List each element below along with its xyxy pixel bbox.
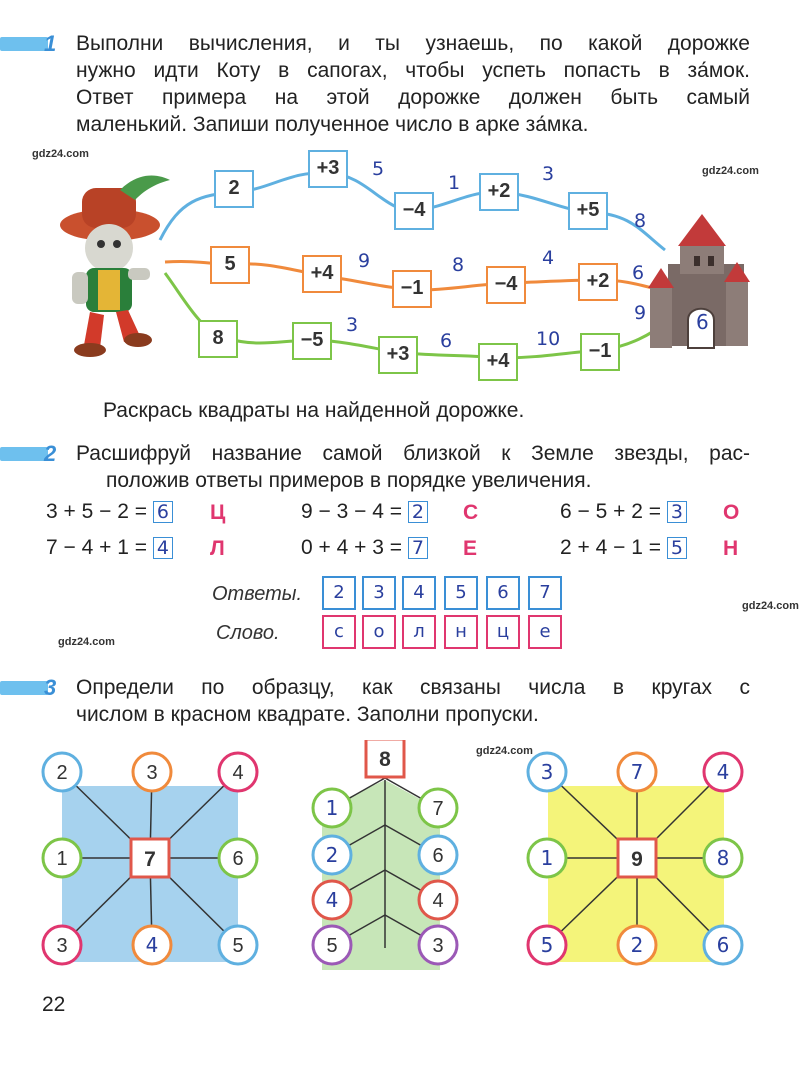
circle-number: 6 (232, 848, 244, 870)
equation-answer-box[interactable]: 5 (667, 537, 687, 559)
path-box[interactable]: +4 (478, 343, 518, 381)
circle-number: 3 (56, 935, 68, 957)
task1-line: Ответ примера на этой дорожке должен быть самый (76, 86, 750, 109)
answer-cell[interactable]: 7 (528, 576, 562, 610)
puss-in-boots-illustration (60, 176, 170, 357)
equation (560, 500, 687, 524)
path-answer: 10 (536, 328, 561, 350)
path-answer: 9 (634, 302, 647, 324)
answer-cell[interactable]: 5 (444, 576, 478, 610)
task3-figures (0, 740, 800, 980)
circle-number: 2 (630, 933, 644, 957)
circle-number: 1 (540, 846, 554, 870)
task3-line: Определи по образцу, как связаны числа в кругах с (76, 676, 750, 699)
equation-letter: Л (210, 537, 225, 560)
circle-number: 6 (716, 933, 730, 957)
equation-answer-box[interactable]: 4 (153, 537, 173, 559)
equation (301, 500, 428, 524)
path-box[interactable]: +5 (568, 192, 608, 230)
task2-line: Расшифруй название самой близкой к Земле звезды, рас- (76, 442, 750, 465)
circle-number: 7 (432, 798, 444, 820)
center-number: 7 (144, 848, 156, 871)
path-answer: 6 (632, 262, 645, 284)
word-cell[interactable]: о (362, 615, 396, 649)
task1-text (76, 30, 750, 138)
equation-expression: 9 − 3 − 4 = (301, 500, 403, 523)
circle-number: 4 (145, 933, 159, 957)
path-box[interactable]: −4 (394, 192, 434, 230)
path-box[interactable]: +2 (479, 173, 519, 211)
task1-number: 1 (44, 31, 57, 56)
path-box[interactable]: +2 (578, 263, 618, 301)
task1-tab-bar (0, 37, 48, 51)
equation (301, 536, 428, 560)
watermark: gdz24.com (476, 745, 533, 757)
page-number: 22 (42, 993, 66, 1016)
circle-number: 5 (540, 933, 554, 957)
equation-answer-box[interactable]: 7 (408, 537, 428, 559)
circle-number: 3 (432, 935, 444, 957)
word-cell[interactable]: ц (486, 615, 520, 649)
circle-number: 6 (432, 845, 444, 867)
equation-answer-box[interactable]: 2 (408, 501, 428, 523)
equation (46, 536, 173, 560)
equation-letter: О (723, 501, 740, 524)
answers-label: Ответы. (212, 583, 303, 605)
path-box[interactable]: −1 (392, 270, 432, 308)
equation-expression: 0 + 4 + 3 = (301, 536, 403, 559)
path-box[interactable]: +3 (378, 336, 418, 374)
circle-number: 3 (146, 762, 158, 784)
path-box[interactable]: −1 (580, 333, 620, 371)
circle-number: 2 (325, 843, 339, 867)
circle-number: 4 (325, 888, 339, 912)
task3-tab-bar (0, 681, 48, 695)
circle-number: 1 (325, 796, 339, 820)
path-answer: 1 (448, 172, 461, 194)
circle-number: 4 (432, 890, 444, 912)
equation-answer-box[interactable]: 6 (153, 501, 173, 523)
word-cell[interactable]: с (322, 615, 356, 649)
path-box[interactable]: −4 (486, 266, 526, 304)
circle-number: 5 (326, 935, 338, 957)
circle-number: 8 (716, 846, 730, 870)
task3-line: числом в красном квадрате. Заполни пропуски. (76, 703, 539, 726)
answer-cell[interactable]: 3 (362, 576, 396, 610)
word-label: Слово. (216, 622, 280, 644)
equation (46, 500, 173, 524)
answer-cell[interactable]: 6 (486, 576, 520, 610)
path-answer: 8 (452, 254, 465, 276)
task3-number: 3 (44, 675, 57, 700)
watermark: gdz24.com (32, 148, 89, 160)
task1-line: нужно идти Коту в сапогах, чтобы успеть попасть в за́мок. (76, 59, 750, 82)
circle-number: 4 (716, 760, 730, 784)
circle-number: 2 (56, 762, 68, 784)
equation-letter: Н (723, 537, 739, 560)
equation-expression: 2 + 4 − 1 = (560, 536, 662, 559)
path-box[interactable]: −5 (292, 322, 332, 360)
path-answer: 3 (346, 314, 359, 336)
path-box[interactable]: +3 (308, 150, 348, 188)
castle-answer: 6 (696, 310, 709, 334)
path-answer: 6 (440, 330, 453, 352)
path-box[interactable]: +4 (302, 255, 342, 293)
path-box[interactable]: 5 (210, 246, 250, 284)
equation-answer-box[interactable]: 3 (667, 501, 687, 523)
path-answer: 9 (358, 250, 371, 272)
equation-letter: Ц (210, 501, 226, 524)
path-answer: 5 (372, 158, 385, 180)
word-cell[interactable]: л (402, 615, 436, 649)
watermark: gdz24.com (742, 600, 799, 612)
answer-cell[interactable]: 4 (402, 576, 436, 610)
equation-letter: Е (463, 537, 478, 560)
watermark: gdz24.com (58, 636, 115, 648)
path-box[interactable]: 8 (198, 320, 238, 358)
answer-cell[interactable]: 2 (322, 576, 356, 610)
center-number: 9 (631, 848, 643, 871)
watermark: gdz24.com (702, 165, 759, 177)
task2-tab-bar (0, 447, 48, 461)
word-cell[interactable]: е (528, 615, 562, 649)
circle-number: 1 (56, 848, 68, 870)
task3-text (76, 674, 750, 728)
circle-number: 3 (540, 760, 554, 784)
path-answer: 8 (634, 210, 647, 232)
equation-expression: 3 + 5 − 2 = (46, 500, 148, 523)
path-box[interactable]: 2 (214, 170, 254, 208)
task1-line: маленький. Запиши полученное число в арке за́мка. (76, 113, 589, 136)
circle-number: 5 (232, 935, 244, 957)
task1-footer: Раскрась квадраты на найденной дорожке. (103, 399, 525, 422)
circle-number: 4 (232, 762, 244, 784)
equation-expression: 6 − 5 + 2 = (560, 500, 662, 523)
path-answer: 3 (542, 163, 555, 185)
task2-text (76, 440, 750, 494)
center-number: 8 (379, 748, 391, 771)
task2-number: 2 (44, 441, 57, 466)
equation (560, 536, 687, 560)
task1-line: Выполни вычисления, и ты узнаешь, по какой дорожке (76, 32, 750, 55)
task2-line: положив ответы примеров в порядке увеличения. (106, 469, 592, 492)
equation-letter: С (463, 501, 479, 524)
word-cell[interactable]: н (444, 615, 478, 649)
equation-expression: 7 − 4 + 1 = (46, 536, 148, 559)
circle-number: 7 (630, 760, 644, 784)
path-answer: 4 (542, 247, 555, 269)
